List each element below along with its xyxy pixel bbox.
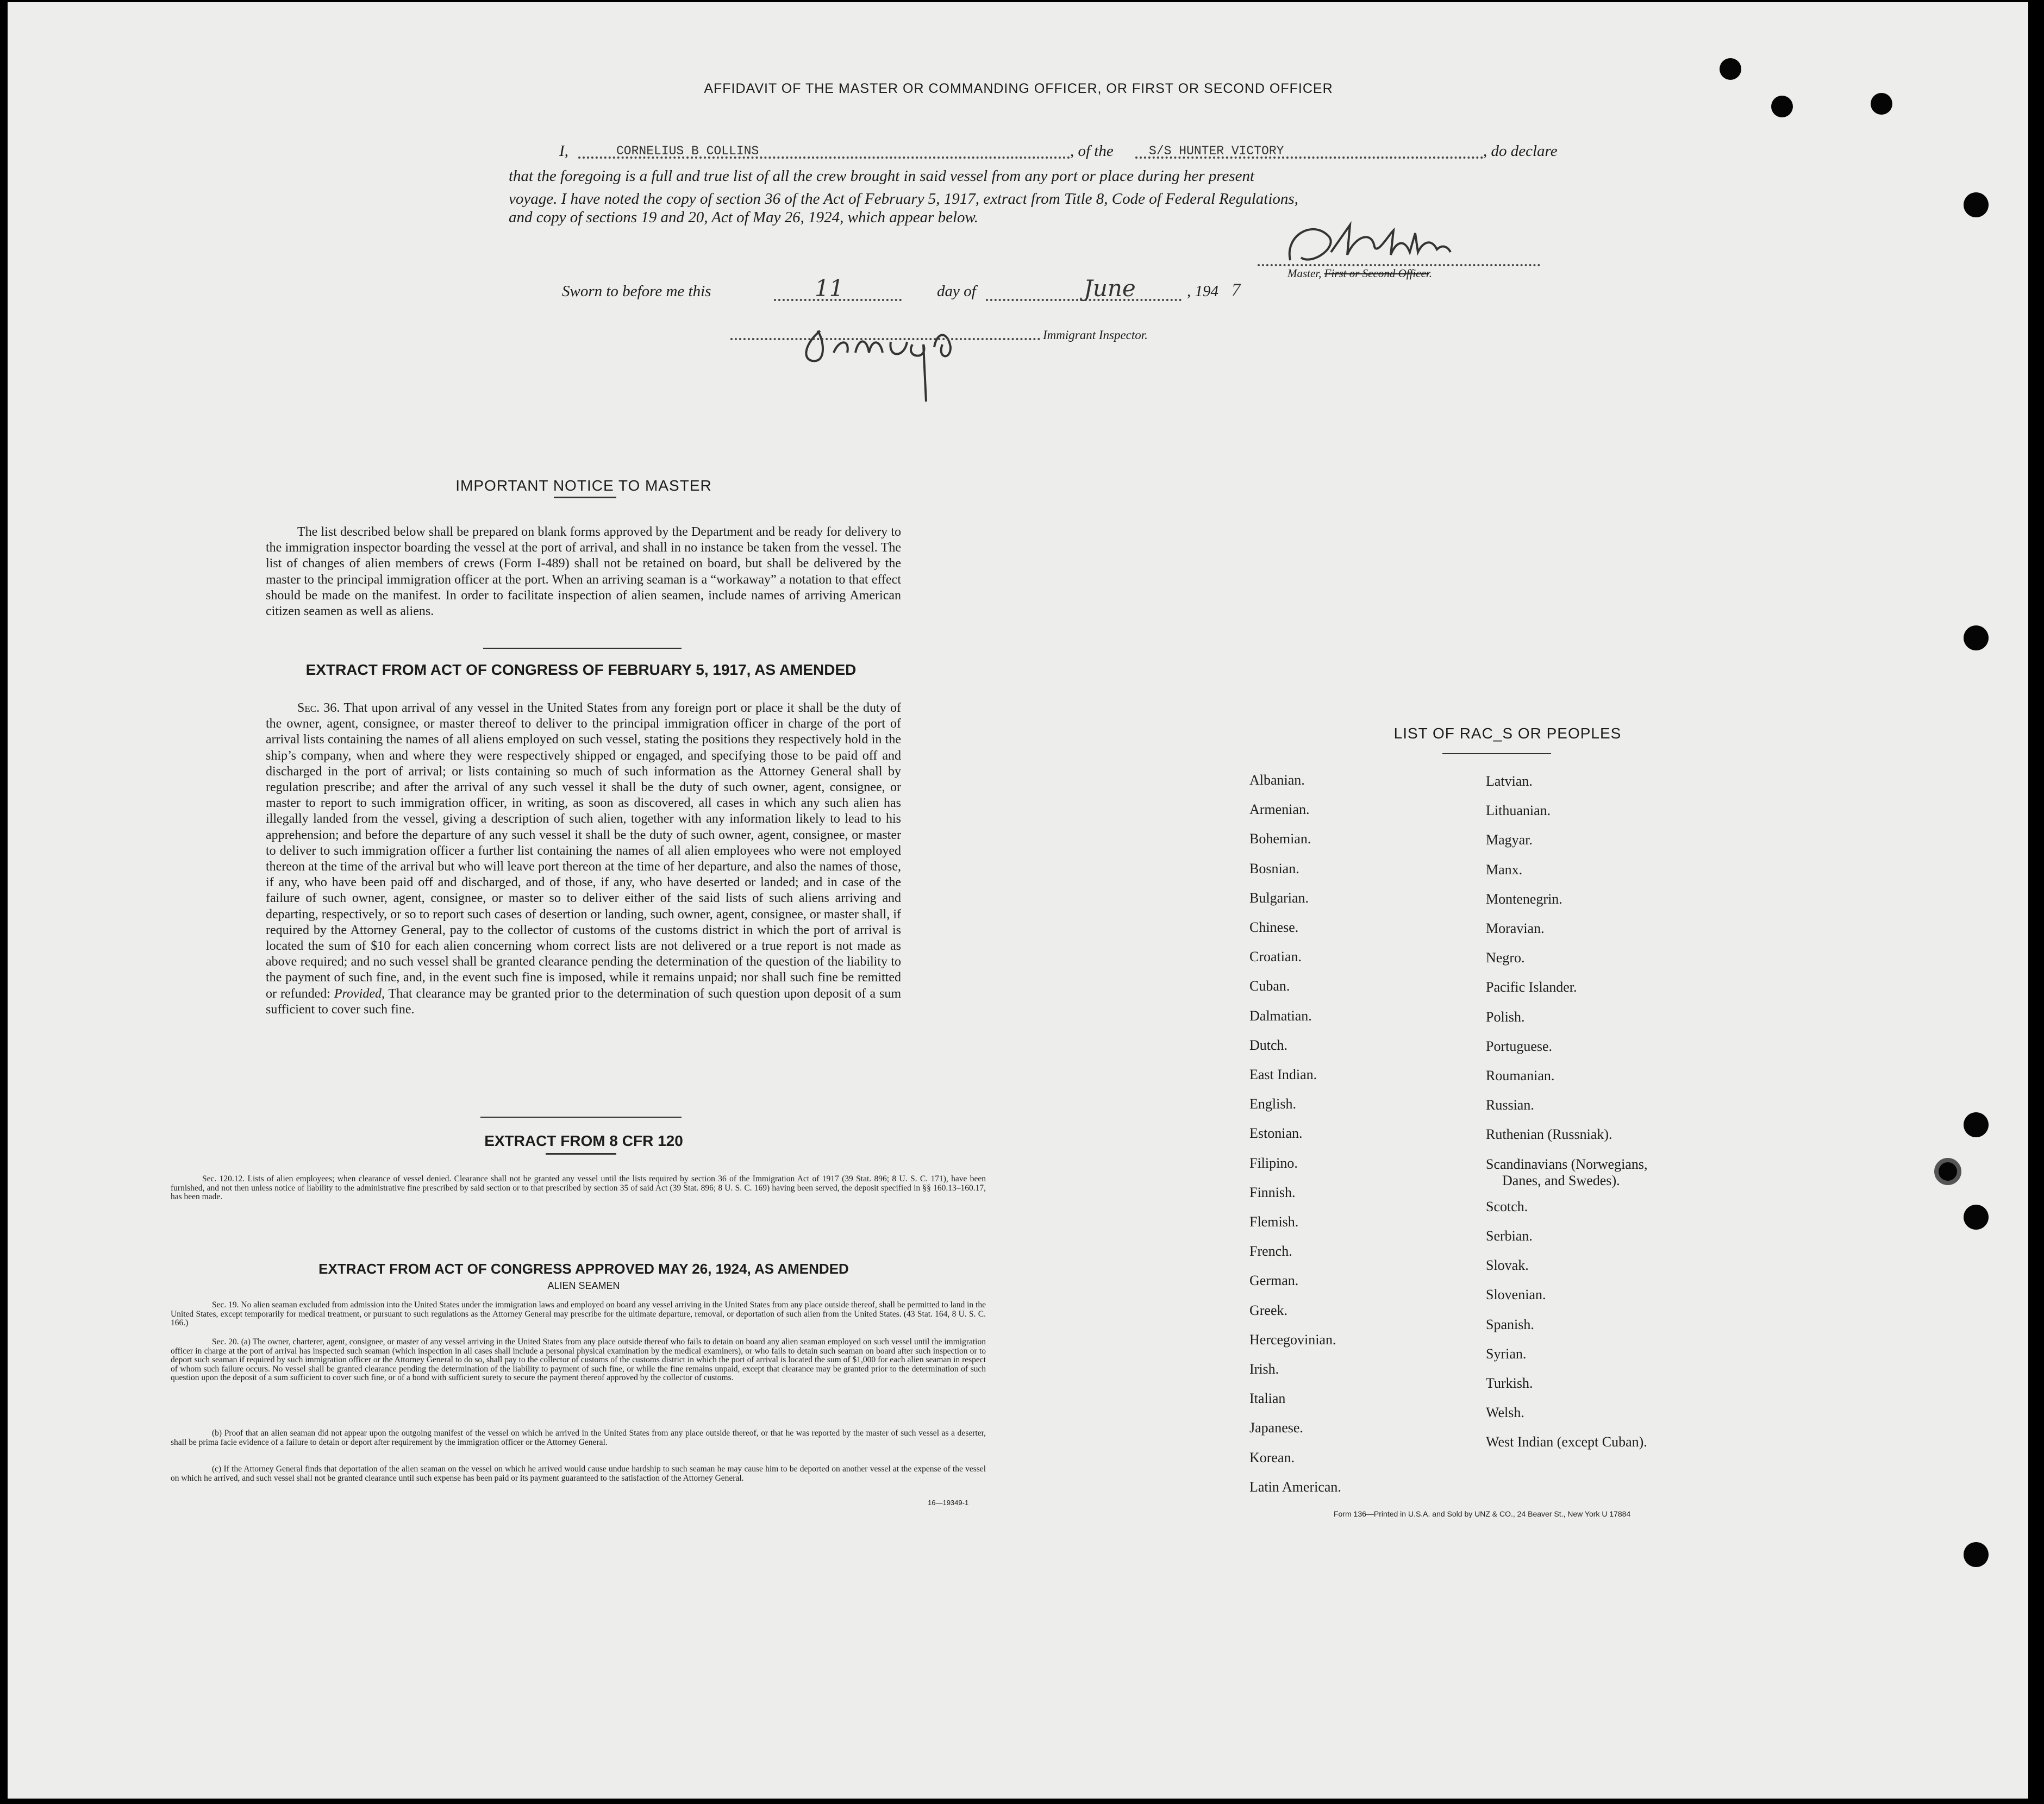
sworn-day-value: 11 [815, 275, 844, 302]
notice-divider [483, 648, 682, 649]
race-item: Korean. [1249, 1449, 1295, 1465]
race-item: Welsh. [1486, 1405, 1524, 1421]
race-item: Scandinavians (Norwegians, [1486, 1156, 1648, 1172]
inspector-caption: Immigrant Inspector. [1043, 328, 1148, 342]
race-item: Pacific Islander. [1486, 979, 1577, 995]
extract-1924-heading: EXTRACT FROM ACT OF CONGRESS APPROVED MAY 26, 1924, AS AMENDED [318, 1261, 849, 1277]
sec20a-text: Sec. 20. (a) The owner, charterer, agent, consignee, or master of any vessel arriving in the United States from any place outside thereof who fails to detain on board any alien seaman employed on such vessel until the immigration officer in charge at the port of arrival has inspected such seaman (which inspection in all cases shall include a personal physical examination by the medical examiners), or who fails to detain such seaman on board after such inspection or to deport such seaman if required by such immigration officer or the Attorney General to do so, shall pay to the collector of customs of the customs district in which the port of arrival is located the sum of $1,000 for each alien seaman in respect of whom such failure occurs. No vessel shall be granted clearance pending the determination of the liability to payment of such fine, or while the fine remains unpaid, except that clearance may be granted prior to the determination of such question upon the deposit of a sum sufficient to cover such fine, or of a bond with sufficient surety to secure the payment thereof approved by the collector of customs. [171, 1337, 986, 1383]
sec19-text: Sec. 19. No alien seaman excluded from admission into the United States under the immigration laws and employed on board any vessel arriving in the United States from any place outside thereof, shall be permitted to land in the United States, except temporarily for medical treatment, or pursuant to such regulations as the Attorney General may prescribe for the ultimate departure, removal, or deportation of such alien from the United States. (43 Stat. 164, 8 U. S. C. 166.) [171, 1300, 986, 1328]
race-item: Spanish. [1486, 1316, 1534, 1332]
cfr-heading-rule [546, 1153, 616, 1155]
race-item: Scotch. [1486, 1198, 1528, 1214]
races-heading: LIST OF RAC_S OR PEOPLES [1393, 725, 1622, 742]
binder-hole-icon [1964, 192, 1989, 217]
race-item: Armenian. [1249, 801, 1310, 818]
race-item: Slovenian. [1486, 1287, 1546, 1303]
extract-1917-body [266, 700, 901, 1018]
notice-body: The list described below shall be prepared on blank forms approved by the Department and be ready for delivery to the immigration inspector boarding the vessel at the port of arrival, and shall in no instance be taken from the vessel. The list of changes of alien members of crews (Form I-489) shall not be retained on board, but shall be delivered by the master to the principal immigration officer at the port. When an arriving seaman is a “workaway” a notation to that effect should be made on the manifest. In order to facilitate inspection of alien seamen, include names of arriving American citizen seamen as well as aliens. [266, 525, 901, 619]
race-item: Lithuanian. [1486, 803, 1551, 819]
race-item: Italian [1249, 1390, 1286, 1407]
race-item: Ruthenian (Russniak). [1486, 1126, 1612, 1143]
master-caption-struck: First or Second Officer [1324, 267, 1429, 280]
document-page [8, 2, 2028, 1799]
affidavit-line-3: voyage. I have noted the copy of section 36 of the Act of February 5, 1917, extract from Title 8, Code of Federal Regulations, [509, 190, 1298, 208]
extract-1924-subheading: ALIEN SEAMEN [547, 1280, 620, 1291]
race-item: Hercegovinian. [1249, 1331, 1336, 1348]
race-item: Roumanian. [1486, 1068, 1555, 1083]
binder-hole-icon [1934, 1158, 1961, 1185]
race-item: Slovak. [1486, 1257, 1529, 1274]
races-heading-rule [1442, 753, 1551, 754]
race-item: Danes, and Swedes). [1502, 1172, 1620, 1188]
race-item: Flemish. [1249, 1214, 1299, 1230]
binder-hole-icon [1720, 58, 1741, 80]
binder-hole-icon [1964, 1542, 1989, 1567]
race-item: Irish. [1249, 1361, 1279, 1377]
cfr-heading: EXTRACT FROM 8 CFR 120 [484, 1132, 683, 1149]
vessel-value: S/S HUNTER VICTORY [1149, 144, 1284, 158]
race-item: Chinese. [1249, 919, 1299, 935]
race-item: West Indian (except Cuban). [1486, 1434, 1647, 1450]
race-item: Filipino. [1249, 1155, 1298, 1171]
inspector-signature [796, 315, 975, 407]
race-item: Finnish. [1249, 1184, 1296, 1200]
race-item: East Indian. [1249, 1067, 1317, 1082]
race-item: Serbian. [1486, 1228, 1533, 1244]
race-item: Bosnian. [1249, 860, 1299, 876]
affidavit-line-1 [559, 142, 1570, 164]
race-item: Polish. [1486, 1009, 1525, 1025]
sworn-year-value: 7 [1232, 280, 1241, 300]
binder-hole-icon [1964, 1112, 1989, 1137]
affidavit-line-4: and copy of sections 19 and 20, Act of May 26, 1924, which appear below. [509, 209, 978, 226]
race-item: Manx. [1486, 861, 1523, 878]
sworn-month-value: June [1084, 275, 1136, 302]
race-item: Syrian. [1486, 1345, 1527, 1362]
race-item: Russian. [1486, 1097, 1534, 1113]
extract-1917-heading: EXTRACT FROM ACT OF CONGRESS OF FEBRUARY 5, 1917, AS AMENDED [305, 661, 857, 678]
race-item: Magyar. [1486, 832, 1533, 848]
master-signature-line[interactable] [1258, 264, 1540, 266]
race-item: French. [1249, 1243, 1292, 1260]
race-item: German. [1249, 1273, 1299, 1289]
notice-heading: IMPORTANT NOTICE TO MASTER [455, 477, 712, 494]
race-item: Turkish. [1486, 1375, 1533, 1391]
sworn-line [562, 275, 1247, 310]
race-item: Estonian. [1249, 1125, 1303, 1142]
form-code: 16—19349-1 [928, 1499, 969, 1507]
printer-footer: Form 136—Printed in U.S.A. and Sold by UNZ & CO., 24 Beaver St., New York U 17884 [1334, 1509, 1631, 1518]
binder-hole-icon [1964, 625, 1989, 650]
race-item: Dalmatian. [1249, 1007, 1312, 1024]
binder-hole-icon [1771, 96, 1793, 117]
sec20c-text: (c) If the Attorney General finds that deportation of the alien seaman on the vessel on which he arrived would cause undue hardship to such seaman he may cause him to be deported on another vessel at the expense of the vessel on which he arrived, and such vessel shall not be granted clearance until such expense has been paid or its payment guaranteed to the satisfaction of the Attorney General. [171, 1464, 986, 1483]
race-item: Dutch. [1249, 1037, 1288, 1053]
binder-hole-icon [1871, 93, 1892, 115]
race-item: Negro. [1486, 950, 1525, 966]
race-item: Latvian. [1486, 773, 1533, 789]
race-item: English. [1249, 1096, 1296, 1112]
extract-1917-divider [480, 1117, 682, 1118]
race-item: Cuban. [1249, 978, 1290, 994]
day-of-label: day of [937, 283, 976, 300]
master-caption [1287, 267, 1432, 280]
sec36-label: Sec. 36. [297, 701, 340, 715]
sec20b-text: (b) Proof that an alien seaman did not appear upon the outgoing manifest of the vessel on which he arrived in the United States from any place outside thereof, or that he was reported by the master of such vessel as a deserter, shall be prima facie evidence of a failure to detain or deport after requirement by the immigration officer or the Attorney General. [171, 1429, 986, 1447]
race-item: Moravian. [1486, 920, 1545, 936]
notice-heading-rule [554, 497, 616, 498]
race-item: Croatian. [1249, 949, 1302, 965]
affidavit-heading: AFFIDAVIT OF THE MASTER OR COMMANDING OFFICER, OR FIRST OR SECOND OFFICER [704, 81, 1333, 96]
inspector-signature-line[interactable] [730, 338, 1040, 340]
do-declare-label: , do declare [1483, 142, 1558, 160]
master-name-value: CORNELIUS B COLLINS [616, 144, 759, 158]
race-item: Albanian. [1249, 772, 1305, 788]
race-item: Japanese. [1249, 1420, 1303, 1436]
cfr-body: Sec. 120.12. Lists of alien employees; when clearance of vessel denied. Clearance shall not be granted any vessel until the lists required by section 36 of the Immigration Act of 1917 (39 Stat. 896; 8 U. S. C. 171), have been furnished, and not then unless notice of liability to the administrative fine prescribed by said section or to that prescribed by section 35 of said Act (39 Stat. 896; 8 U. S. C. 169) having been served, the deposit specified in §§ 160.13–160.17, has been made. [171, 1174, 986, 1202]
year-prefix: , 194 [1187, 283, 1218, 300]
master-caption-label: Master, [1287, 267, 1322, 280]
i-label: I, [559, 142, 568, 160]
provided-text: That clearance may be granted prior to the determination of such question upon deposit of a sum sufficient to cover such fine. [266, 986, 902, 1017]
binder-hole-icon [1964, 1205, 1989, 1230]
of-the-label: , of the [1070, 142, 1114, 160]
race-item: Bohemian. [1249, 831, 1311, 847]
sec36-text: That upon arrival of any vessel in the United States from any foreign port or place it shall be the duty of the owner, agent, consignee, or master thereof to deliver to the principal immigration officer in charge of the port of arrival lists containing the names of all aliens employed on such vessel, stating the positions they respectively hold in the ship’s company, when and where they were respectively shipped or engaged, and specifying those to be paid off and discharged in the port of arrival; or lists containing so much of such information as the Attorney General shall by regulation prescribe; and after the arrival of any such vessel it shall be the duty of such owner, agent, consignee, or master to report to such immigration officer, in writing, as soon as discovered, all cases in which any such alien has illegally landed from the vessel, giving a description of such alien, together with any information likely to lead to his apprehension; and before the departure of any such vessel it shall be the duty of such owner, agent, consignee, or master to deliver to such immigration officer a further list containing the names of all alien employees who were not employed thereon at the time of the arrival but who will leave port thereon at the time of her departure, and also the names of those, if any, who have been paid off and discharged, and of those, if any, who have deserted or landed; and in case of the failure of such owner, agent, consignee, or master so to deliver either of the said lists of such aliens arriving and departing, respectively, or so to report such cases of desertion or landing, such owner, agent, consignee, or master shall, if required by the Attorney General, pay to the collector of customs of the customs district in which the port of arrival is located the sum of $10 for each alien concerning whom correct lists are not delivered or a true report is not made as above required; and no such vessel shall be granted clearance pending the determination of the question of the liability to the payment of such fine, and, in the event such fine is imposed, while it remains unpaid; nor shall such fine be remitted or refunded: [266, 701, 901, 1001]
race-item: Bulgarian. [1249, 890, 1309, 906]
provided-label: Provided, [334, 986, 385, 1001]
race-item: Latin American. [1249, 1479, 1341, 1495]
race-item: Montenegrin. [1486, 891, 1562, 907]
master-caption-end: . [1429, 267, 1432, 280]
sworn-label: Sworn to before me this [562, 283, 711, 300]
affidavit-line-2: that the foregoing is a full and true list of all the crew brought in said vessel from any port or place during her present [509, 167, 1255, 185]
race-item: Greek. [1249, 1302, 1288, 1318]
race-item: Portuguese. [1486, 1038, 1553, 1054]
